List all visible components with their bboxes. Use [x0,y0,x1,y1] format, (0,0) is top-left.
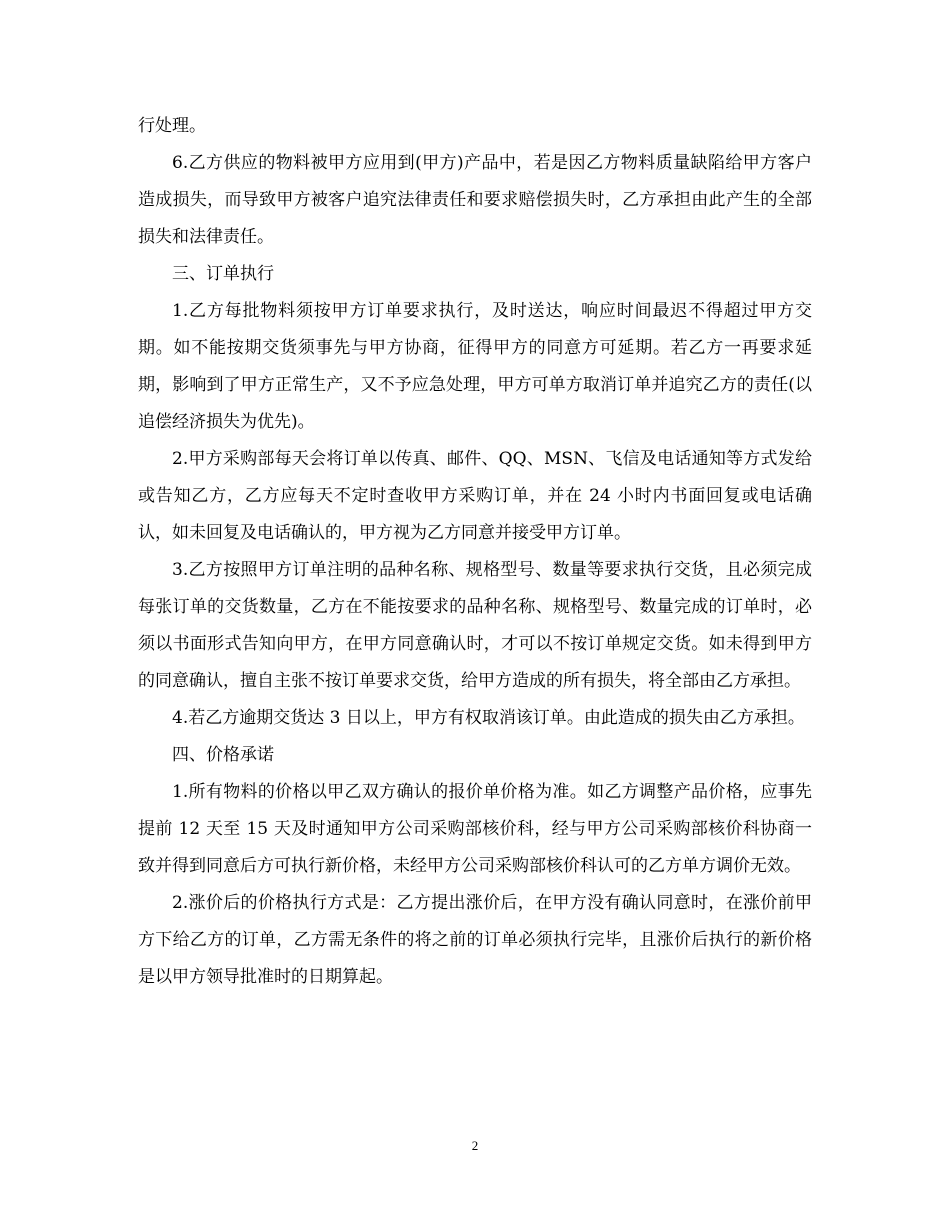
paragraph-order-2: 2.甲方采购部每天会将订单以传真、邮件、QQ、MSN、飞信及电话通知等方式发给或告知乙方，乙方应每天不定时查收甲方采购订单，并在 24 小时内书面回复或电话确认，如未回复及电话确认的，甲方视为乙方同意并接受甲方订单。 [138,449,812,543]
paragraph-price-1: 1.所有物料的价格以甲乙双方确认的报价单价格为准。如乙方调整产品价格，应事先提前 12 天至 15 天及时通知甲方公司采购部核价科，经与甲方公司采购部核价科协商一致并得到同意后方可执行新价格，未经甲方公司采购部核价科认可的乙方单方调价无效。 [138,782,812,876]
section-heading-price-commitment: 四、价格承诺 [172,745,274,765]
paragraph-order-1: 1.乙方每批物料须按甲方订单要求执行，及时送达，响应时间最迟不得超过甲方交期。如不能按期交货须事先与甲方协商，征得甲方的同意方可延期。若乙方一再要求延期，影响到了甲方正常生产，又不予应急处理，甲方可单方取消订单并追究乙方的责任(以追偿经济损失为优先)。 [138,301,812,432]
paragraph-order-3: 3.乙方按照甲方订单注明的品种名称、规格型号、数量等要求执行交货，且必须完成每张订单的交货数量，乙方在不能按要求的品种名称、规格型号、数量完成的订单时，必须以书面形式告知向甲方，在甲方同意确认时，才可以不按订单规定交货。如未得到甲方的同意确认，擅自主张不按订单要求交货，给甲方造成的所有损失，将全部由乙方承担。 [138,560,812,691]
page-number: 2 [471,1138,479,1153]
paragraph-price-2: 2.涨价后的价格执行方式是：乙方提出涨价后，在甲方没有确认同意时，在涨价前甲方下给乙方的订单，乙方需无条件的将之前的订单必须执行完毕，且涨价后执行的新价格是以甲方领导批准时的日期算起。 [138,893,812,987]
section-heading-order-execution: 三、订单执行 [172,264,274,284]
paragraph-continuation: 行处理。 [138,116,206,136]
paragraph-clause-6: 6.乙方供应的物料被甲方应用到(甲方)产品中，若是因乙方物料质量缺陷给甲方客户造成损失，而导致甲方被客户追究法律责任和要求赔偿损失时，乙方承担由此产生的全部损失和法律责任。 [138,153,812,247]
paragraph-order-4: 4.若乙方逾期交货达 3 日以上，甲方有权取消该订单。由此造成的损失由乙方承担。 [172,708,805,728]
document-body [138,108,812,996]
